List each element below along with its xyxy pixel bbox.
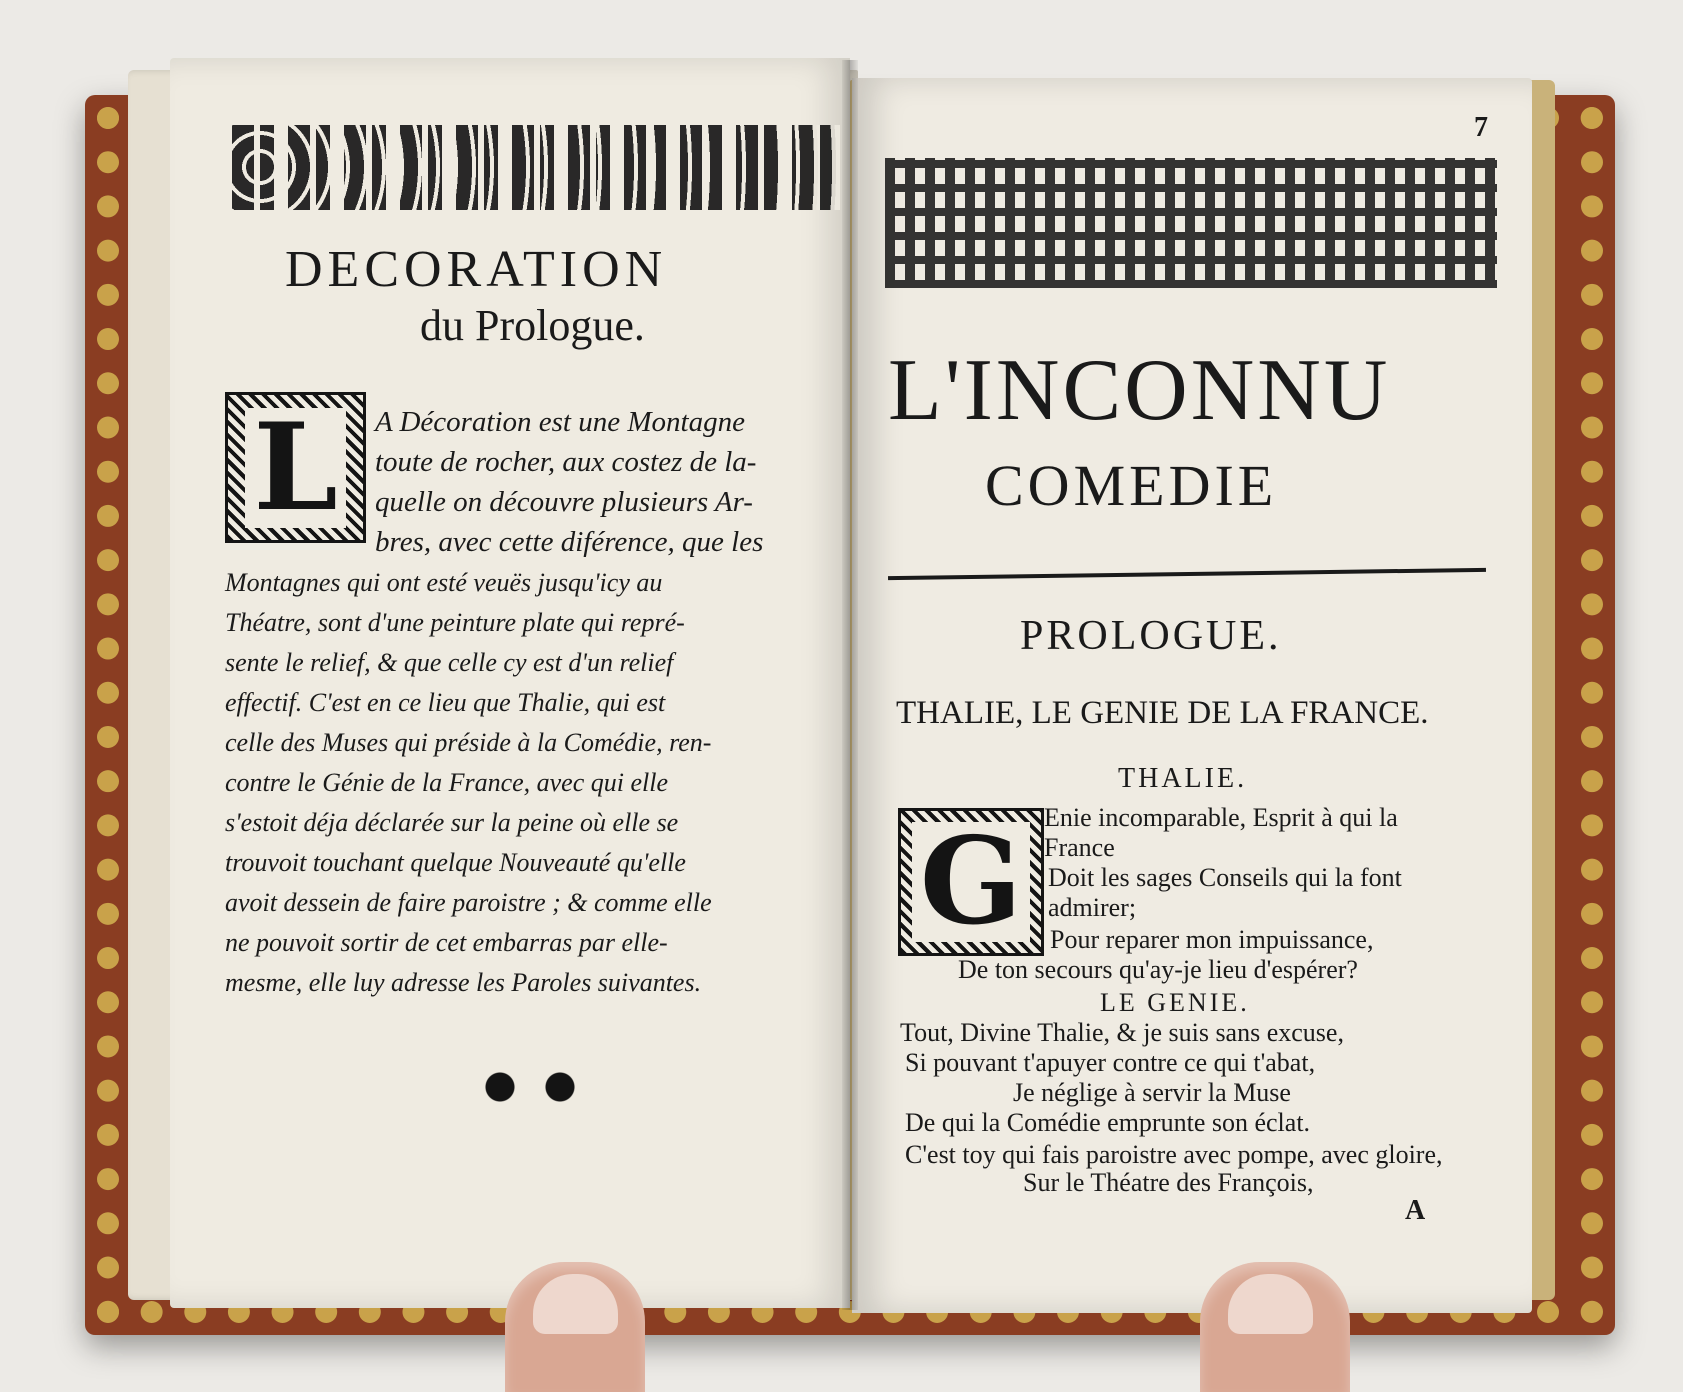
left-thumb — [505, 1262, 645, 1392]
verse-line: France — [1044, 833, 1115, 862]
paragraph-line: sente le relief, & que celle cy est d'un relief — [225, 648, 674, 677]
verse-line: C'est toy qui fais paroistre avec pompe, avec gloire, — [905, 1140, 1443, 1169]
page-number: 7 — [1474, 112, 1488, 143]
paragraph-line: quelle on découvre plusieurs Ar- — [375, 486, 753, 518]
verse-line: De qui la Comédie emprunte son éclat. — [905, 1108, 1311, 1137]
verse-line: Enie incomparable, Esprit à qui la — [1044, 803, 1398, 832]
right-headpiece-ornament — [885, 158, 1497, 288]
book-gutter — [842, 60, 858, 1310]
tailpiece-ornament — [470, 1062, 590, 1112]
paragraph-line: mesme, elle luy adresse les Paroles suivantes. — [225, 968, 702, 997]
play-subtitle: COMEDIE — [985, 453, 1278, 518]
paragraph-line: contre le Génie de la France, avec qui elle — [225, 768, 669, 797]
verse-line: Sur le Théatre des François, — [1023, 1168, 1314, 1197]
speaker-genie: LE GENIE. — [1100, 988, 1250, 1017]
verse-line: Doit les sages Conseils qui la font — [1048, 863, 1402, 892]
section-title: PROLOGUE. — [1020, 613, 1282, 659]
signature-mark: A — [1405, 1195, 1426, 1226]
paragraph-line: A Décoration est une Montagne — [375, 406, 745, 438]
left-headpiece-ornament — [232, 125, 840, 210]
left-title: DECORATION — [285, 241, 668, 298]
right-drop-cap: G — [898, 808, 1044, 956]
left-drop-cap: L — [225, 392, 366, 543]
paragraph-line: trouvoit touchant quelque Nouveauté qu'elle — [225, 848, 686, 877]
verse-line: Si pouvant t'apuyer contre ce qui t'abat, — [905, 1048, 1316, 1077]
left-subtitle: du Prologue. — [420, 301, 645, 350]
verse-line: admirer; — [1048, 893, 1137, 922]
verse-line: Tout, Divine Thalie, & je suis sans excuse, — [900, 1018, 1344, 1047]
paragraph-line: Montagnes qui ont esté veuës jusqu'icy au — [225, 568, 663, 597]
paragraph-line: effectif. C'est en ce lieu que Thalie, qui est — [225, 688, 666, 717]
characters-line: THALIE, LE GENIE DE LA FRANCE. — [896, 695, 1429, 731]
right-thumb — [1200, 1262, 1350, 1392]
play-title: L'INCONNU — [888, 342, 1391, 439]
verse-line: Pour reparer mon impuissance, — [1050, 925, 1374, 954]
verse-line: Je néglige à servir la Muse — [1013, 1078, 1291, 1107]
verse-line: De ton secours qu'ay-je lieu d'espérer? — [958, 955, 1358, 984]
paragraph-line: bres, avec cette diférence, que les — [375, 526, 764, 558]
paragraph-line: avoit dessein de faire paroistre ; & comme elle — [225, 888, 712, 917]
speaker-thalie: THALIE. — [1118, 763, 1248, 794]
paragraph-line: ne pouvoit sortir de cet embarras par elle- — [225, 928, 668, 957]
paragraph-line: toute de rocher, aux costez de la- — [375, 446, 757, 478]
paragraph-line: celle des Muses qui préside à la Comédie, ren- — [225, 728, 712, 757]
paragraph-line: Théatre, sont d'une peinture plate qui repré- — [225, 608, 685, 637]
paragraph-line: s'estoit déja déclarée sur la peine où elle se — [225, 808, 679, 837]
